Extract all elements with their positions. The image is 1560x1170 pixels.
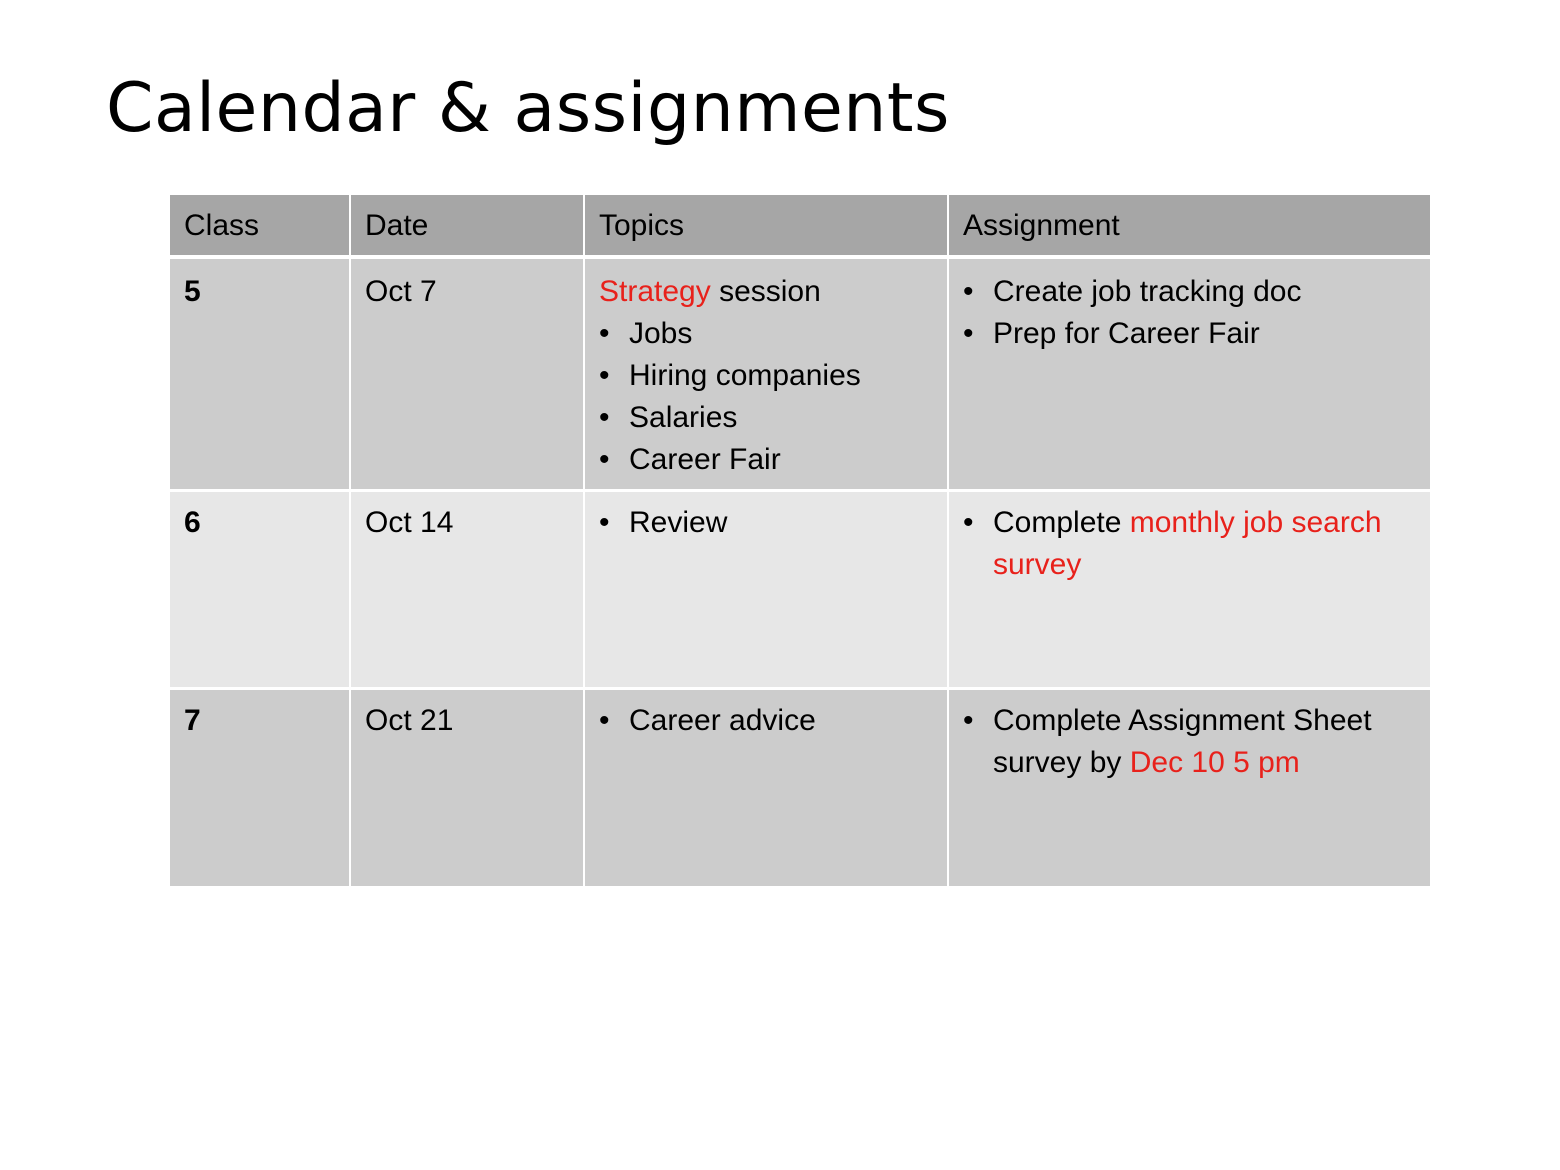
assignment-highlight: Dec 10 5 pm [1129, 746, 1300, 779]
topic-item: • Review [599, 502, 933, 544]
topics-intro [599, 271, 933, 313]
assignment-item [963, 700, 1416, 784]
topics-intro-highlight: Strategy [599, 275, 711, 308]
assignment-cell [949, 259, 1430, 492]
class-date: Oct 21 [351, 690, 585, 886]
topic-item: • Career advice [599, 700, 933, 742]
assignment-cell [949, 492, 1430, 690]
class-date: Oct 7 [351, 259, 585, 492]
assignment-prefix: Complete [993, 506, 1130, 539]
table-row [170, 690, 1430, 886]
class-number: 5 [170, 259, 351, 492]
assignment-highlight: monthly job search survey [993, 506, 1382, 581]
header-date: Date [351, 195, 585, 259]
assignment-list [963, 271, 1416, 355]
class-number: 7 [170, 690, 351, 886]
assignment-item: • Prep for Career Fair [963, 313, 1416, 355]
header-topics: Topics [585, 195, 949, 259]
topic-item: • Hiring companies [599, 355, 933, 397]
header-assignment: Assignment [949, 195, 1430, 259]
slide-title: Calendar & assignments [106, 69, 950, 148]
topic-item: • Career Fair [599, 439, 933, 481]
topics-cell [585, 259, 949, 492]
schedule-table [170, 195, 1430, 886]
assignment-cell [949, 690, 1430, 886]
topics-list [599, 502, 933, 544]
topics-intro-rest: session [710, 275, 821, 308]
assignment-item [963, 502, 1416, 586]
class-number: 6 [170, 492, 351, 690]
assignment-item: • Create job tracking doc [963, 271, 1416, 313]
topic-item: • Jobs [599, 313, 933, 355]
assignment-list [963, 700, 1416, 784]
header-class: Class [170, 195, 351, 259]
topics-cell [585, 690, 949, 886]
topic-item: • Salaries [599, 397, 933, 439]
assignment-list [963, 502, 1416, 586]
table-row [170, 492, 1430, 690]
table-row [170, 259, 1430, 492]
topics-list [599, 700, 933, 742]
assignment-prefix: Complete Assignment Sheet survey by [993, 704, 1372, 779]
class-date: Oct 14 [351, 492, 585, 690]
table-header-row [170, 195, 1430, 259]
topics-list [599, 313, 933, 481]
topics-cell [585, 492, 949, 690]
